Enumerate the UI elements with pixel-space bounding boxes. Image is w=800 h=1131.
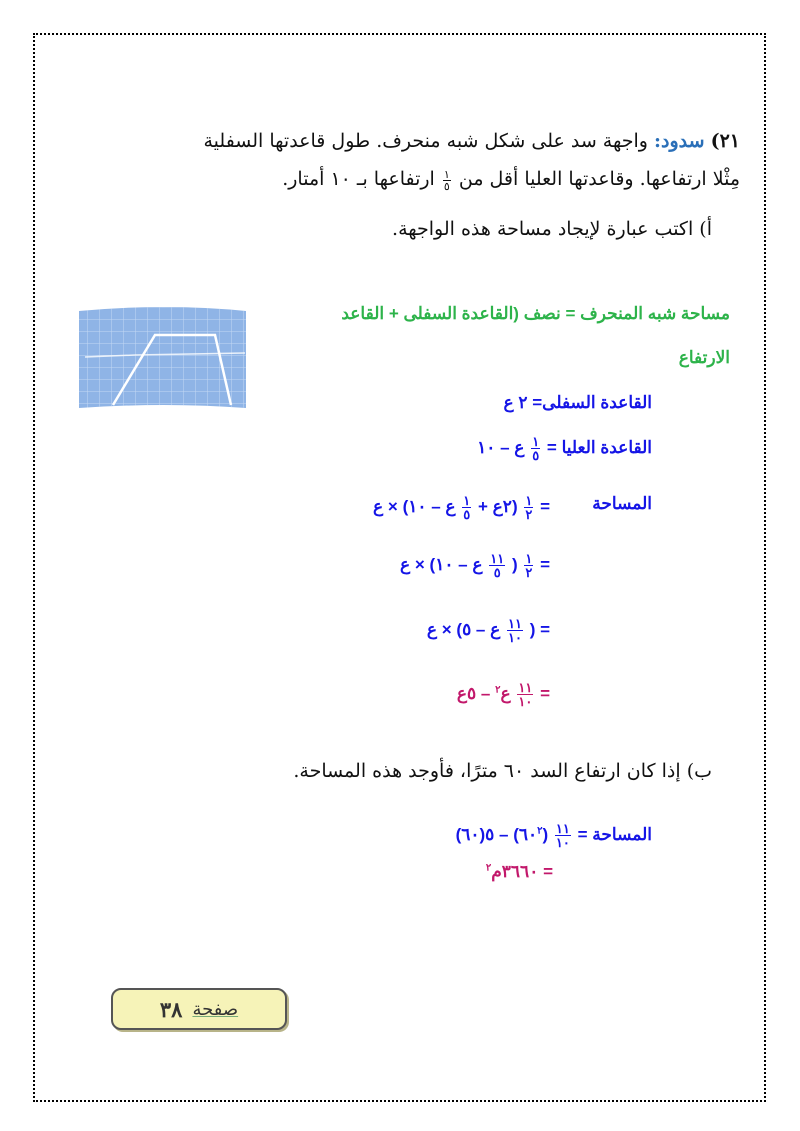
question-line-1 xyxy=(203,130,740,152)
equals-sign: = xyxy=(540,554,550,574)
equals-sign: = xyxy=(577,824,588,844)
upper-base-line xyxy=(477,435,652,462)
trapezoid-formula-line-2: الارتفاع xyxy=(678,348,730,367)
question-topic: سدود: xyxy=(653,130,705,152)
fraction-one-fifth xyxy=(443,169,451,192)
part-a-prompt: أ) اكتب عبارة لإيجاد مساحة هذه الواجهة. xyxy=(392,218,712,240)
expr: (٢ع + xyxy=(478,496,518,516)
area-step-4 xyxy=(457,681,550,708)
part-b-result xyxy=(486,862,553,882)
exponent: ٢ xyxy=(537,825,543,837)
fraction xyxy=(524,552,533,579)
fraction xyxy=(517,681,533,708)
question-line-2 xyxy=(282,168,740,192)
expr: ع – ١٠) × ع xyxy=(373,496,456,516)
frac-num: ١١ xyxy=(555,821,570,836)
fraction xyxy=(555,822,571,849)
frac-num: ١١ xyxy=(490,551,505,566)
equals-sign: = xyxy=(540,683,550,703)
fraction xyxy=(531,435,540,462)
expr: ع – ٥) × ع xyxy=(426,619,501,639)
page-number-badge xyxy=(111,988,287,1030)
equals-sign: = ( xyxy=(529,619,550,639)
dam-figure xyxy=(75,307,250,412)
exponent: ٢ xyxy=(495,684,501,696)
part-b-prompt: ب) إذا كان ارتفاع السد ٦٠ مترًا، فأوجد هذه المساحة. xyxy=(293,760,712,782)
frac-num: ١ xyxy=(525,551,533,566)
upper-base-expr: ع – ١٠ xyxy=(477,437,525,457)
frac-den: ١٠ xyxy=(555,835,570,850)
result-value: ٣٦٦٠م xyxy=(491,862,539,881)
area-label: المساحة xyxy=(592,824,652,844)
equals-sign: = xyxy=(546,437,557,457)
frac-num: ١ xyxy=(443,167,450,181)
expr: – ٥ع xyxy=(456,683,491,703)
expr: ع – ١٠) × ع xyxy=(400,554,483,574)
expr: (٦٠ xyxy=(518,824,549,844)
frac-den: ٥ xyxy=(463,507,471,522)
frac-num: ١١ xyxy=(518,680,533,695)
fraction xyxy=(489,552,505,579)
fraction xyxy=(507,617,523,644)
frac-den: ٢ xyxy=(525,565,533,580)
frac-den: ٥ xyxy=(532,448,540,463)
frac-den: ٥ xyxy=(443,179,450,193)
page-word: صفحة xyxy=(192,998,239,1020)
area-step-2 xyxy=(400,552,550,579)
question-number: ٢١) xyxy=(710,130,740,152)
frac-den: ١٠ xyxy=(507,630,522,645)
question-text-1: واجهة سد على شكل شبه منحرف. طول قاعدتها السفلية xyxy=(203,130,648,152)
area-label: المساحة xyxy=(592,494,652,513)
question-text-2b: ارتفاعها بـ ١٠ أمتار. xyxy=(282,168,435,190)
frac-num: ١ xyxy=(532,434,540,449)
frac-num: ١١ xyxy=(507,616,522,631)
part-b-area-line xyxy=(456,822,652,849)
equals-sign: = xyxy=(540,496,550,516)
frac-num: ١ xyxy=(463,493,471,508)
equals-sign: = xyxy=(543,862,553,881)
exponent: ٢ xyxy=(485,862,492,874)
lower-base-line: القاعدة السفلى= ٢ ع xyxy=(503,393,652,412)
area-step-1 xyxy=(373,494,550,521)
variable: ع xyxy=(500,683,511,703)
upper-base-label: القاعدة العليا xyxy=(561,437,652,457)
frac-num: ١ xyxy=(525,493,533,508)
page-number: ٣٨ xyxy=(159,996,183,1022)
frac-den: ١٠ xyxy=(518,694,533,709)
expr: ) – ٥(٦٠) xyxy=(455,824,519,844)
question-text-2a: مِثْلا ارتفاعها. وقاعدتها العليا أقل من xyxy=(458,168,740,190)
area-step-3 xyxy=(427,617,550,644)
trapezoid-formula-line-1: مساحة شبه المنحرف = نصف (القاعدة السفلى + القاعد xyxy=(341,304,730,323)
fraction xyxy=(462,494,471,521)
fraction xyxy=(524,494,533,521)
expr: ( xyxy=(511,554,518,574)
frac-den: ٢ xyxy=(525,507,533,522)
frac-den: ٥ xyxy=(493,565,501,580)
